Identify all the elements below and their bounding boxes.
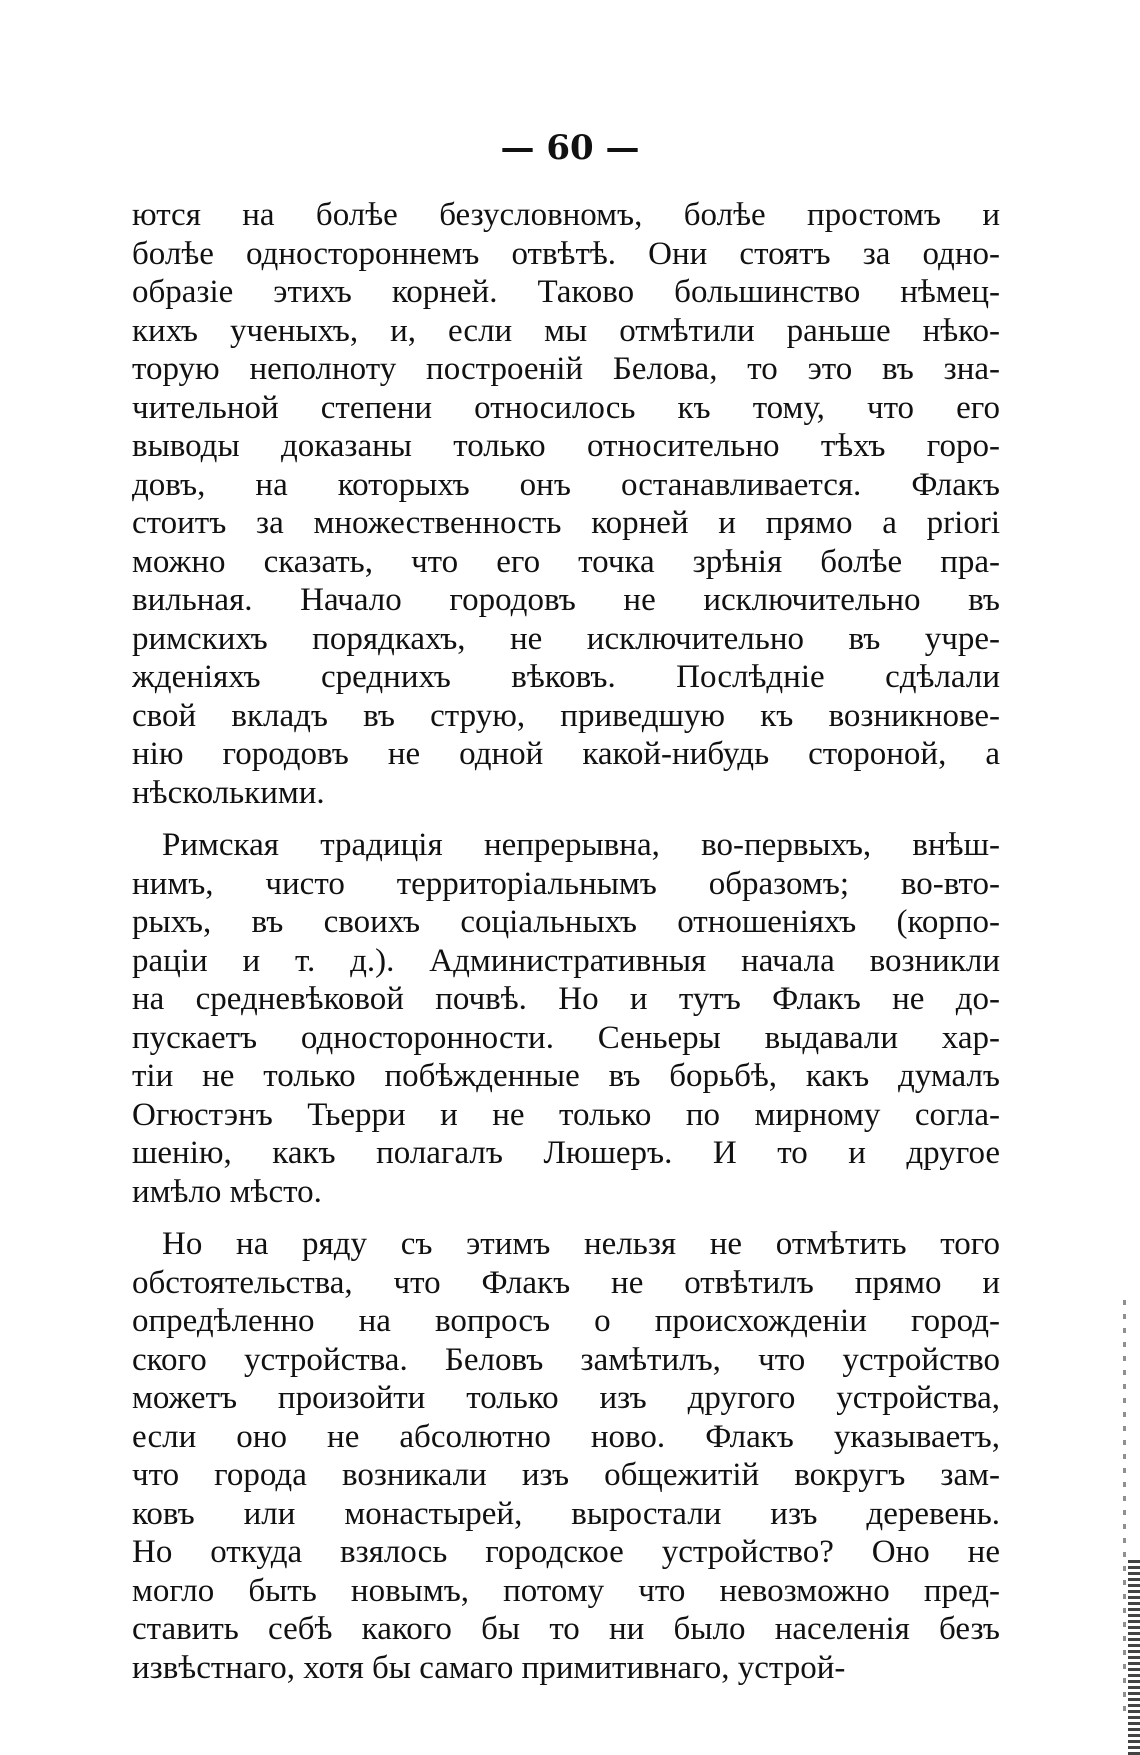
text-line: пускаетъ односторонности. Сеньеры выдавали хар- [132,1019,1000,1056]
text-line: рыхъ, въ своихъ соціальныхъ отношеніяхъ (корпо- [132,904,1000,940]
text-line: довъ, на которыхъ онъ останавливается. Флакъ [132,466,1000,503]
text-line: на средневѣковой почвѣ. Но и тутъ Флакъ не до- [132,981,1000,1017]
text-line: жденіяхъ среднихъ вѣковъ. Послѣдніе сдѣлали [132,659,1000,695]
text-line: раціи и т. д.). Административныя начала возникли [132,942,1000,979]
text-line: извѣстнаго, хотя бы самаго примитивнаго, устрой- [132,1649,846,1686]
text-line: болѣе одностороннемъ отвѣтѣ. Они стоятъ за одно- [132,235,1000,272]
paragraph-gap [132,812,1000,826]
scan-edge-artifact-2 [1123,1300,1126,1720]
text-line: ковъ или монастырей, выростали изъ деревень. [132,1495,1000,1532]
text-line: нію городовъ не одной какой-нибудь стороной, а [132,736,1000,772]
text-line: Но на ряду съ этимъ нельзя не отмѣтить того [162,1226,1000,1262]
text-line: образіе этихъ корней. Таково большинство нѣмец- [132,274,1000,310]
text-line: могло быть новымъ, потому что невозможно пред- [132,1572,1000,1609]
paragraph [132,1225,1000,1687]
text-line: тіи не только побѣжденные въ борьбѣ, какъ думалъ [132,1058,1000,1094]
text-line: шенію, какъ полагалъ Люшеръ. И то и другое [132,1135,1000,1171]
page-number: — 60 — [500,128,640,168]
text-line: кихъ ученыхъ, и, если мы отмѣтили раньше нѣко- [132,312,1000,349]
text-line: нѣсколькими. [132,774,325,811]
text-line: стоитъ за множественность корней и прямо a priori [132,505,1000,541]
paragraph [132,826,1000,1211]
scan-edge-artifact [1128,1560,1140,1755]
text-line: нимъ, чисто территоріальнымъ образомъ; во-вто- [132,865,1000,902]
text-line: можетъ произойти только изъ другого устройства, [132,1380,1000,1416]
text-line: римскихъ порядкахъ, не исключительно въ учре- [132,620,1000,657]
text-line: имѣло мѣсто. [132,1173,322,1210]
text-line: чительной степени относилось къ тому, что его [132,389,1000,426]
text-line: ются на болѣе безусловномъ, болѣе простомъ и [132,197,1000,233]
text-line: если оно не абсолютно ново. Флакъ указываетъ, [132,1418,1000,1455]
text-line: ставить себѣ какого бы то ни было населенія безъ [132,1611,1000,1647]
text-line: торую неполноту построеній Белова, то это въ зна- [132,351,1000,387]
text-line: ского устройства. Беловъ замѣтилъ, что устройство [132,1341,1000,1378]
text-line: обстоятельства, что Флакъ не отвѣтилъ прямо и [132,1264,1000,1301]
text-line: Но откуда взялось городское устройство? Оно не [132,1534,1000,1570]
text-line: что города возникали изъ общежитій вокругъ зам- [132,1457,1000,1493]
text-line: Огюстэнъ Тьерри и не только по мирному согла- [132,1096,1000,1133]
text-line: опредѣленно на вопросъ о происхожденіи город- [132,1303,1000,1339]
body-text [132,196,1000,1687]
paragraph-gap [132,1211,1000,1225]
paragraph [132,196,1000,812]
text-line: вильная. Начало городовъ не исключительно въ [132,582,1000,618]
text-line: Римская традиція непрерывна, во-первыхъ, внѣш- [162,827,1000,863]
text-line: выводы доказаны только относительно тѣхъ горо- [132,428,1000,464]
text-line: можно сказать, что его точка зрѣнія болѣе пра- [132,543,1000,580]
text-line: свой вкладъ въ струю, приведшую къ возникнове- [132,697,1000,734]
